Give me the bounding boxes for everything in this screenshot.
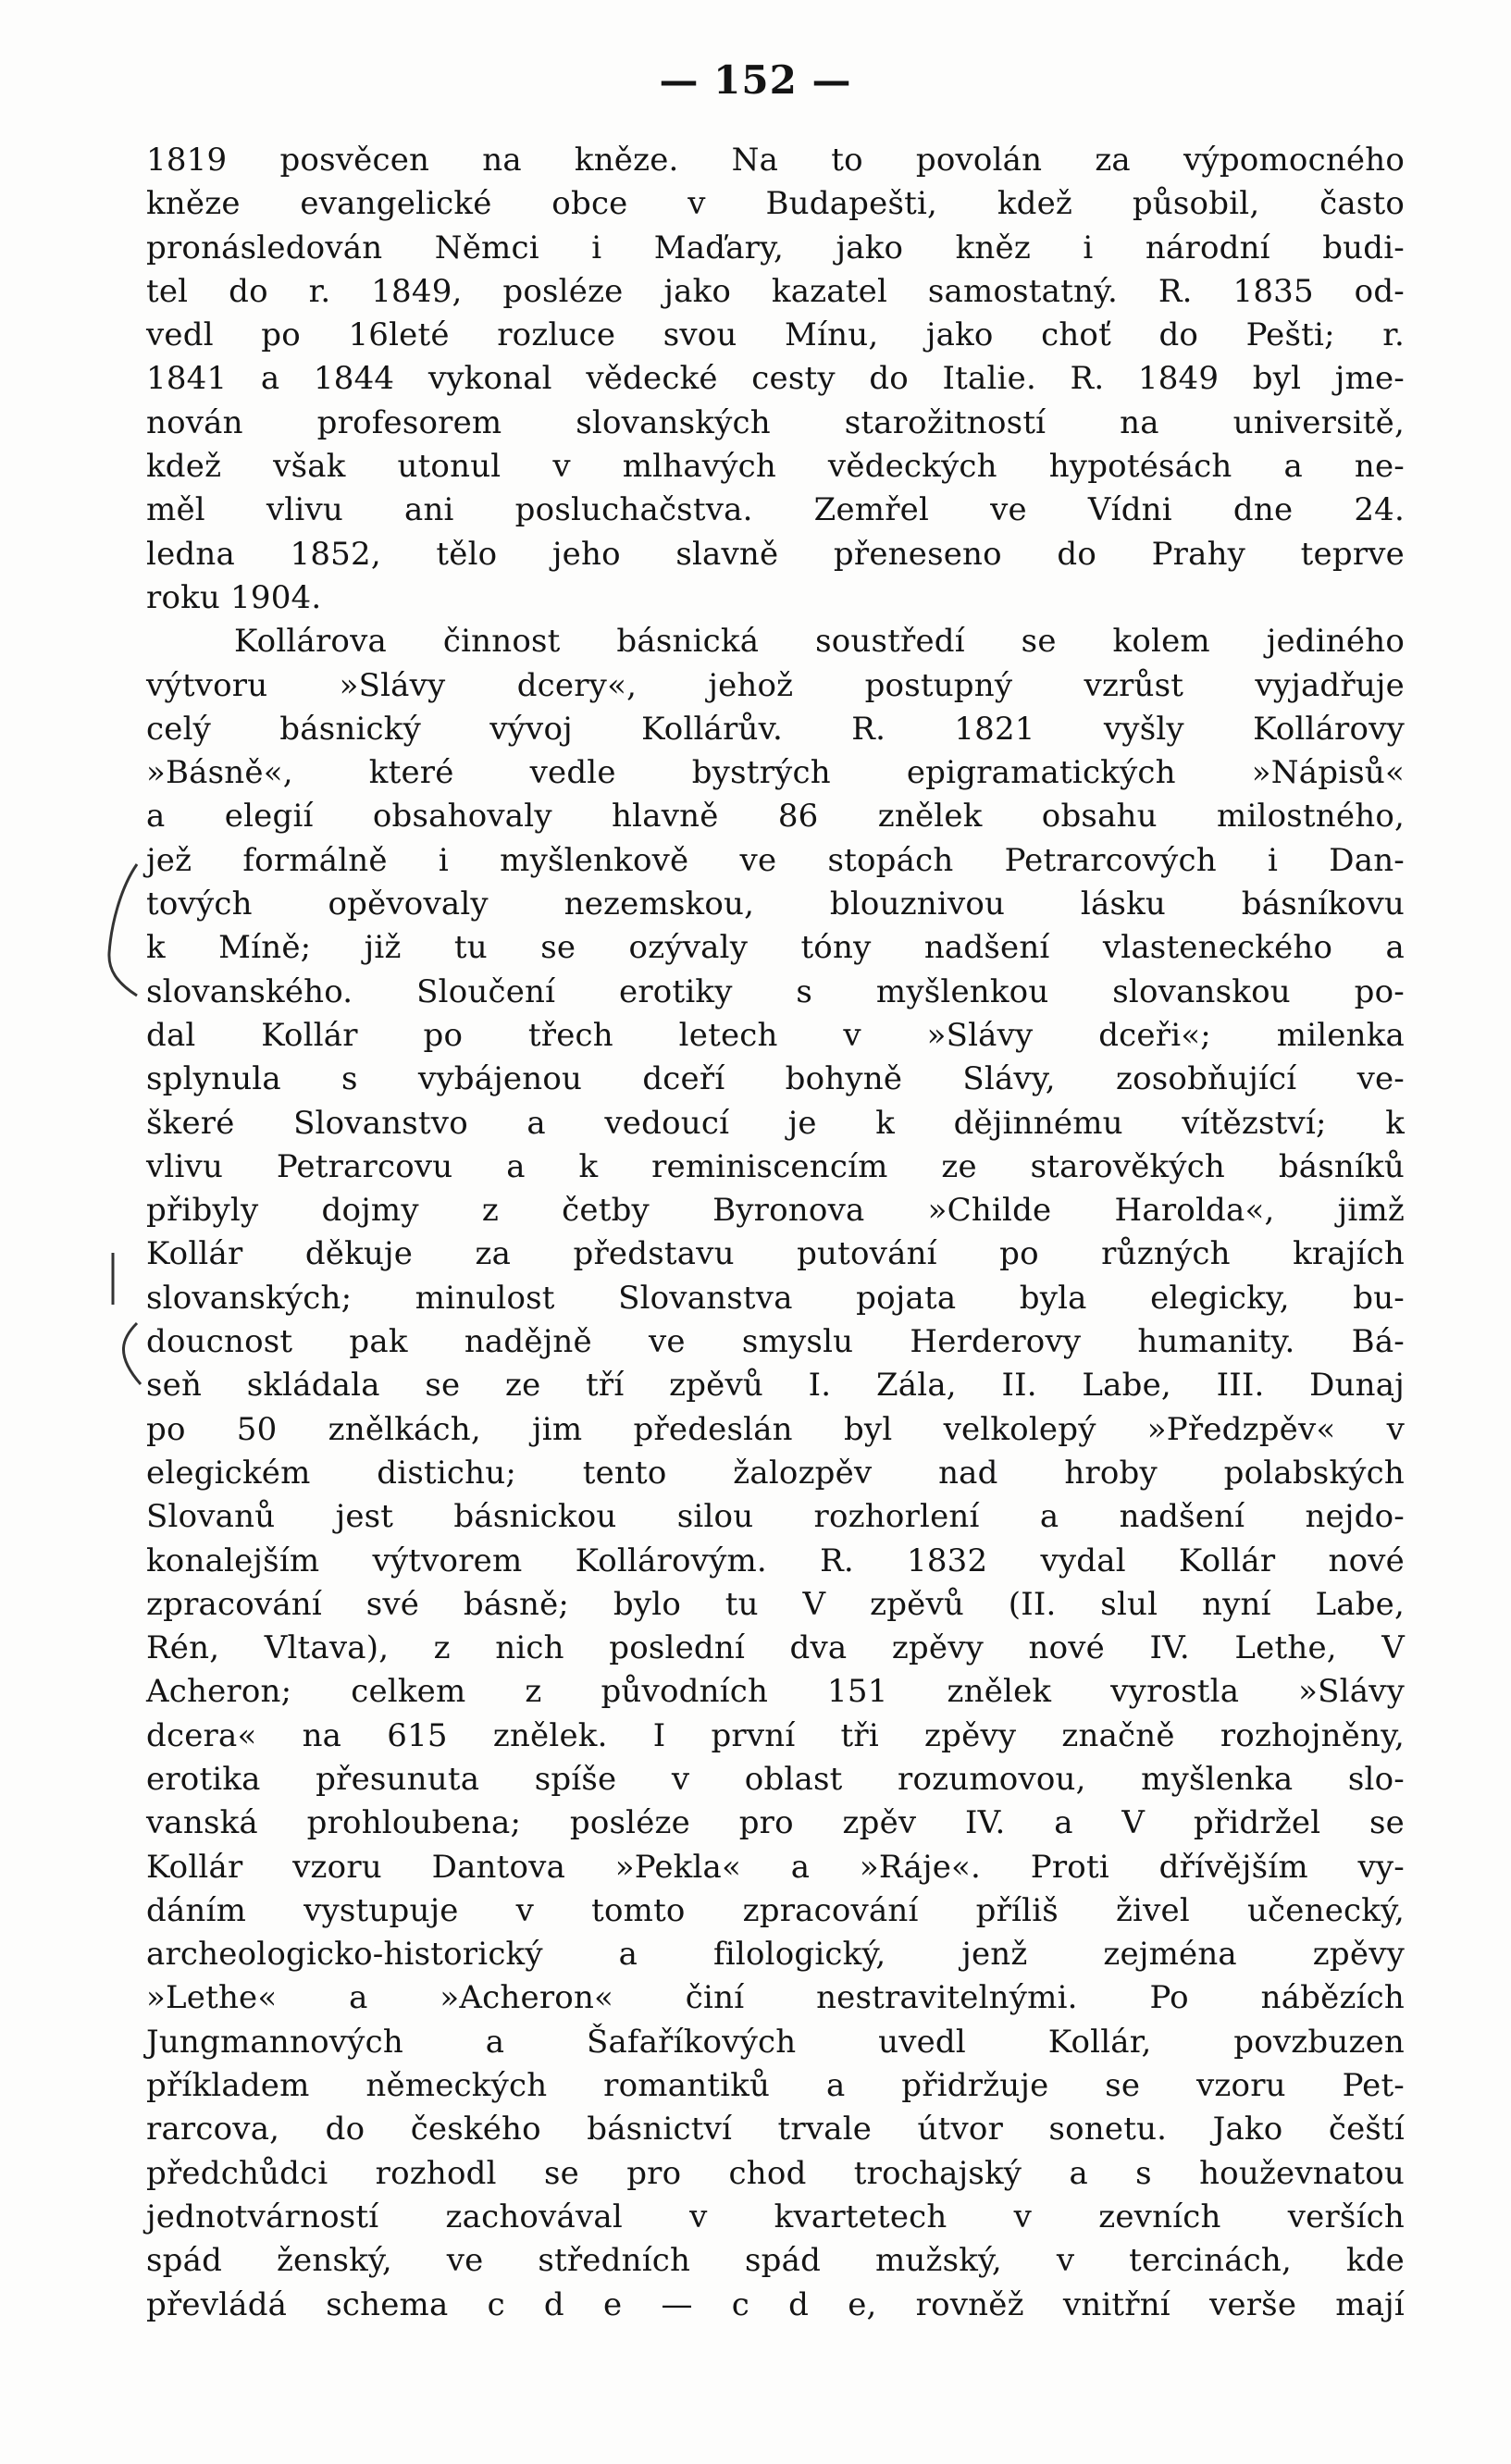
text-line: vanská prohloubena; posléze pro zpěv IV. a V přidržel se (146, 1804, 1405, 1842)
text-line: Slovanů jest básnickou silou rozhorlení a nadšení nejdo- (146, 1498, 1405, 1536)
text-line: převládá schema c d e — c d e, rovněž vnitřní verše mají (146, 2285, 1405, 2323)
text-line: tových opěvovaly nezemskou, blouznivou lásku básníkovu (146, 885, 1405, 923)
text-line: 1841 a 1844 vykonal vědecké cesty do Italie. R. 1849 byl jme- (146, 360, 1405, 398)
text-line: roku 1904. (146, 578, 322, 616)
text-line: splynula s vybájenou dceří bohyně Slávy, zosobňující ve- (146, 1060, 1405, 1098)
text-line: dáním vystupuje v tomto zpracování příliš živel učenecký, (146, 1891, 1405, 1929)
text-line: vlivu Petrarcovu a k reminiscencím ze starověkých básníků (146, 1147, 1405, 1185)
text-line: kdež však utonul v mlhavých vědeckých hypotésách a ne- (146, 448, 1405, 486)
text-line: 1819 posvěcen na kněze. Na to povolán za výpomocného (146, 142, 1405, 179)
text-line: příkladem německých romantiků a přidržuje se vzoru Pet- (146, 2067, 1405, 2105)
text-line: erotika přesunuta spíše v oblast rozumovou, myšlenka slo- (146, 1760, 1405, 1798)
margin-bracket-mark (104, 1249, 150, 1388)
text-line: Rén, Vltava), z nich poslední dva zpěvy nové IV. Lethe, V (146, 1629, 1405, 1667)
text-line: archeologicko-historický a filologický, jenž zejména zpěvy (146, 1936, 1405, 1974)
text-line: předchůdci rozhodl se pro chod trochajský a s houževnatou (146, 2154, 1405, 2192)
text-line: spád ženský, ve středních spád mužský, v tercinách, kde (146, 2242, 1405, 2280)
text-line: celý básnický vývoj Kollárův. R. 1821 vyšly Kollárovy (146, 710, 1405, 748)
text-line: »Lethe« a »Acheron« činí nestravitelnými. Po nábězích (146, 1979, 1405, 2017)
text-line: tel do r. 1849, posléze jako kazatel samostatný. R. 1835 od- (146, 272, 1405, 310)
paragraph-start-line: Kollárova činnost básnická soustředí se kolem jediného (234, 623, 1405, 661)
page-number: — 152 — (659, 57, 852, 103)
text-line: slovanského. Sloučení erotiky s myšlenkou slovanskou po- (146, 972, 1405, 1010)
text-line: škeré Slovanstvo a vedoucí je k dějinnému vítězství; k (146, 1104, 1405, 1142)
text-line: ledna 1852, tělo jeho slavně přeneseno do Prahy teprve (146, 535, 1405, 573)
text-line: k Míně; již tu se ozývaly tóny nadšení vlasteneckého a (146, 929, 1405, 967)
text-line: Kollár děkuje za představu putování po různých krajích (146, 1235, 1405, 1273)
margin-bracket-mark (100, 861, 146, 999)
text-line: jednotvárností zachovával v kvartetech v zevních verších (146, 2198, 1405, 2235)
text-line: měl vlivu ani posluchačstva. Zemřel ve Vídni dne 24. (146, 491, 1405, 529)
text-line: přibyly dojmy z četby Byronova »Childe Harolda«, jimž (146, 1192, 1405, 1230)
text-line: seň skládala se ze tří zpěvů I. Zála, II. Labe, III. Dunaj (146, 1367, 1405, 1405)
text-line: slovanských; minulost Slovanstva pojata byla elegicky, bu- (146, 1279, 1405, 1317)
text-line: jež formálně i myšlenkově ve stopách Petrarcových i Dan- (146, 841, 1405, 879)
text-line: dal Kollár po třech letech v »Slávy dceři«; milenka (146, 1016, 1405, 1054)
text-line: kněze evangelické obce v Budapešti, kdež působil, často (146, 185, 1405, 223)
text-line: Acheron; celkem z původních 151 znělek vyrostla »Slávy (146, 1673, 1405, 1711)
text-line: Kollár vzoru Dantova »Pekla« a »Ráje«. Proti dřívějším vy- (146, 1848, 1405, 1886)
text-line: doucnost pak nadějně ve smyslu Herderovy humanity. Bá- (146, 1323, 1405, 1361)
body-text (146, 139, 1405, 2327)
text-line: zpracování své básně; bylo tu V zpěvů (II. slul nyní Labe, (146, 1585, 1405, 1623)
text-line: pronásledován Němci i Maďary, jako kněz i národní budi- (146, 229, 1405, 266)
text-line: rarcova, do českého básnictví trvale útvor sonetu. Jako čeští (146, 2111, 1405, 2148)
text-line: a elegií obsahovaly hlavně 86 znělek obsahu milostného, (146, 798, 1405, 836)
text-line: elegickém distichu; tento žalozpěv nad hroby polabských (146, 1454, 1405, 1492)
text-line: konalejším výtvorem Kollárovým. R. 1832 vydal Kollár nové (146, 1542, 1405, 1579)
text-line: Jungmannových a Šafaříkových uvedl Kollár, povzbuzen (146, 2023, 1405, 2061)
text-line: dcera« na 615 znělek. I první tři zpěvy značně rozhojněny, (146, 1716, 1405, 1754)
text-line: vedl po 16leté rozluce svou Mínu, jako choť do Pešti; r. (146, 316, 1405, 354)
text-line: nován profesorem slovanských starožitností na universitě, (146, 403, 1405, 441)
text-line: po 50 znělkách, jim předeslán byl velkolepý »Předzpěv« v (146, 1410, 1405, 1448)
text-line: »Básně«, které vedle bystrých epigramatických »Nápisů« (146, 754, 1405, 792)
text-line: výtvoru »Slávy dcery«, jehož postupný vzrůst vyjadřuje (146, 666, 1405, 704)
